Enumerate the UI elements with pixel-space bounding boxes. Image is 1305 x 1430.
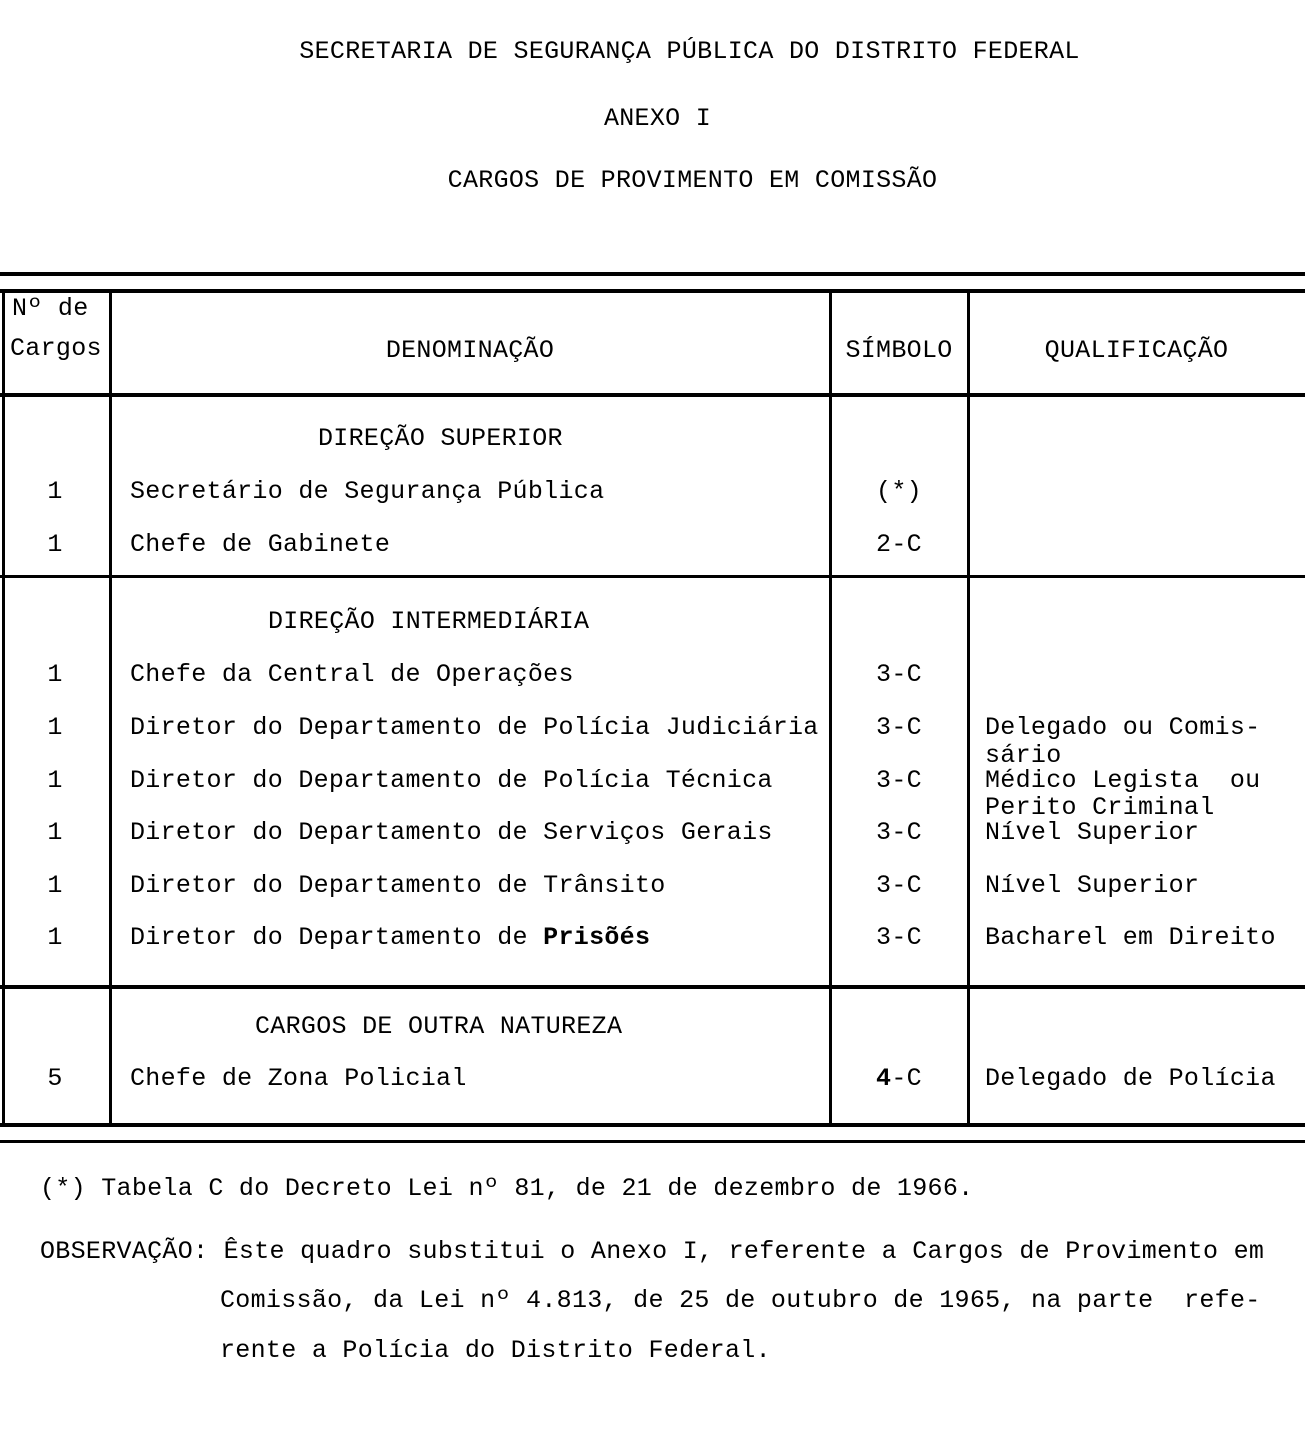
row-simbolo: 3-C xyxy=(876,766,922,795)
row-simbolo-bold: 4 xyxy=(876,1064,892,1093)
observacao-line1: OBSERVAÇÃO: Êste quadro substitui o Anexo I, referente a Cargos de Provimento em xyxy=(40,1237,1265,1266)
table-border-bottom-outer xyxy=(0,1140,1305,1143)
section-divider-1 xyxy=(0,575,1305,578)
row-denominacao: Diretor do Departamento de Polícia Judiciária xyxy=(130,713,819,742)
row-denominacao: Diretor do Departamento de Trânsito xyxy=(130,871,666,900)
row-denominacao xyxy=(130,925,650,951)
row-num: 1 xyxy=(47,660,63,689)
row-qualificacao: Nível Superior xyxy=(985,871,1200,900)
row-denominacao: Secretário de Segurança Pública xyxy=(130,477,605,506)
row-simbolo: 3-C xyxy=(876,713,922,742)
row-simbolo xyxy=(830,1066,968,1092)
section-divider-2 xyxy=(0,985,1305,989)
row-qualificacao: Nível Superior xyxy=(985,818,1200,847)
row-denominacao: Chefe de Zona Policial xyxy=(130,1064,467,1093)
table-border-left xyxy=(2,289,5,1127)
table-border-top-outer xyxy=(0,272,1305,276)
row-simbolo: 3-C xyxy=(876,660,922,689)
col-header-num-line2: Cargos xyxy=(10,334,102,363)
row-num: 1 xyxy=(47,871,63,900)
row-denominacao: Diretor do Departamento de Polícia Técnica xyxy=(130,766,773,795)
row-qualificacao: Bacharel em Direito xyxy=(985,923,1276,952)
anexo-label: ANEXO I xyxy=(603,104,712,133)
row-denominacao: Chefe de Gabinete xyxy=(130,530,391,559)
column-divider-cargos xyxy=(109,289,112,1127)
row-num: 5 xyxy=(47,1064,63,1093)
col-header-num-line1: Nº de xyxy=(12,294,89,323)
row-simbolo: 2-C xyxy=(876,530,922,559)
row-denominacao-bold: Prisõés xyxy=(543,923,651,952)
table-border-bottom-inner xyxy=(0,1123,1305,1127)
col-header-simbolo: SÍMBOLO xyxy=(845,336,953,365)
row-num: 1 xyxy=(47,713,63,742)
row-denominacao: Diretor do Departamento de Serviços Gerais xyxy=(130,818,773,847)
row-simbolo: (*) xyxy=(876,477,922,506)
row-num: 1 xyxy=(47,530,63,559)
row-simbolo: 3-C xyxy=(876,818,922,847)
row-num: 1 xyxy=(47,477,63,506)
row-qualificacao: Delegado de Polícia xyxy=(985,1064,1276,1093)
section-title: DIREÇÃO SUPERIOR xyxy=(318,424,563,453)
row-simbolo: 3-C xyxy=(876,923,922,952)
section-title: DIREÇÃO INTERMEDIÁRIA xyxy=(268,607,590,636)
col-header-qualificacao: QUALIFICAÇÃO xyxy=(1044,336,1229,365)
column-divider-qualificacao xyxy=(967,289,970,1127)
doc-subtitle: CARGOS DE PROVIMENTO EM COMISSÃO xyxy=(447,166,938,195)
observacao-line2: Comissão, da Lei nº 4.813, de 25 de outubro de 1965, na parte refe- xyxy=(220,1286,1261,1315)
row-num: 1 xyxy=(47,818,63,847)
col-header-denominacao: DENOMINAÇÃO xyxy=(385,336,555,365)
row-num: 1 xyxy=(47,923,63,952)
observacao-line3: rente a Polícia do Distrito Federal. xyxy=(220,1336,771,1365)
section-title: CARGOS DE OUTRA NATUREZA xyxy=(255,1012,623,1041)
row-simbolo: 3-C xyxy=(876,871,922,900)
row-qualificacao: Médico Legista ou xyxy=(985,766,1261,795)
column-divider-simbolo xyxy=(829,289,832,1127)
doc-title: SECRETARIA DE SEGURANÇA PÚBLICA DO DISTRITO FEDERAL xyxy=(299,37,1080,66)
row-qualificacao: Delegado ou Comis- xyxy=(985,713,1261,742)
row-denominacao: Chefe da Central de Operações xyxy=(130,660,574,689)
row-qualificacao-line2: sário xyxy=(985,741,1062,770)
table-border-top-inner xyxy=(0,289,1305,293)
row-qualificacao-line2: Perito Criminal xyxy=(985,793,1215,822)
table-header-divider xyxy=(0,393,1305,397)
row-num: 1 xyxy=(47,766,63,795)
row-denominacao-prefix: Diretor do Departamento de xyxy=(130,923,544,952)
row-simbolo-suffix: -C xyxy=(891,1064,922,1093)
footnote-asterisk: (*) Tabela C do Decreto Lei nº 81, de 21 de dezembro de 1966. xyxy=(40,1174,974,1203)
